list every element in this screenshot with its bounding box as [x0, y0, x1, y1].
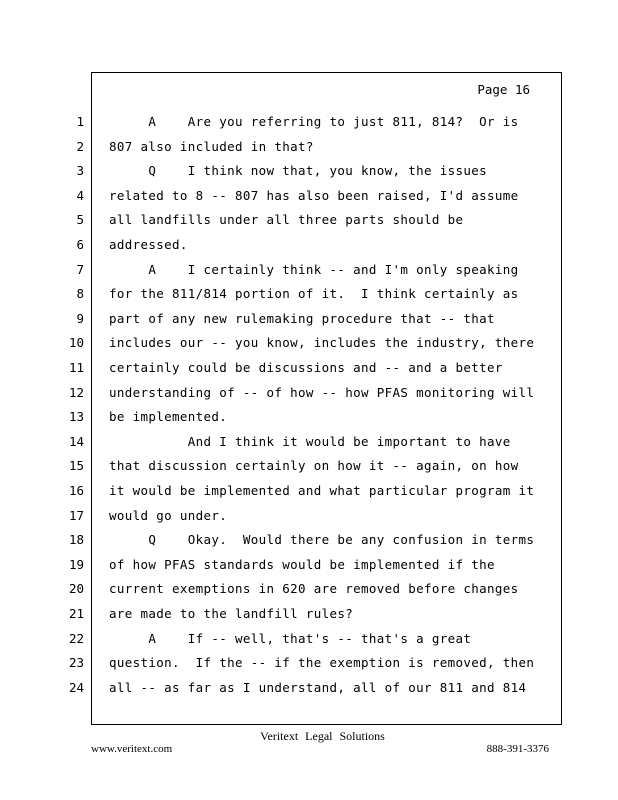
line-text: addressed.: [109, 237, 188, 252]
line-text: of how PFAS standards would be implemented if the: [109, 556, 495, 572]
line-number: 4: [76, 187, 84, 203]
line-number: 24: [68, 679, 84, 695]
line-text: be implemented.: [109, 409, 228, 425]
line-text: certainly could be discussions and -- and a better: [109, 360, 503, 375]
line-text: part of any new rulemaking procedure that -- that: [109, 310, 495, 326]
line-text: related to 8 -- 807 has also been raised, I'd assume: [109, 187, 519, 203]
line-text: all -- as far as I understand, all of our 811 and 814: [109, 679, 527, 695]
line-text: includes our -- you know, includes the industry, there: [109, 335, 535, 351]
line-number: 16: [68, 483, 84, 498]
line-number: 11: [68, 360, 84, 375]
line-number: 17: [68, 507, 84, 523]
line-text: A If -- well, that's -- that's a great: [109, 630, 472, 646]
line-text: current exemptions in 620 are removed before changes: [109, 581, 519, 597]
line-number: 6: [76, 237, 84, 252]
line-text: for the 811/814 portion of it. I think certainly as: [109, 286, 519, 302]
line-number: 23: [68, 655, 84, 671]
line-number: 19: [68, 556, 84, 572]
line-number: 15: [68, 458, 84, 474]
line-text: And I think it would be important to have: [109, 433, 511, 449]
line-number: 7: [76, 261, 84, 277]
line-text: Q Okay. Would there be any confusion in terms: [109, 532, 535, 548]
line-text: that discussion certainly on how it -- again, on how: [109, 458, 519, 474]
footer-phone: 888-391-3376: [486, 743, 549, 755]
line-number: 8: [76, 286, 84, 302]
line-text: understanding of -- of how -- how PFAS monitoring will: [109, 384, 535, 400]
line-number: 2: [76, 138, 84, 154]
line-number: 12: [68, 384, 84, 400]
line-text: A Are you referring to just 811, 814? Or is: [109, 114, 519, 129]
line-text: all landfills under all three parts should be: [109, 212, 464, 228]
line-number: 14: [68, 433, 84, 449]
line-text: it would be implemented and what particular program it: [109, 483, 535, 498]
line-text: question. If the -- if the exemption is removed, then: [109, 655, 535, 671]
line-number: 20: [68, 581, 84, 597]
line-number: 1: [76, 114, 84, 129]
line-number: 9: [76, 310, 84, 326]
line-number: 21: [68, 606, 84, 621]
footer-company: Veritext Legal Solutions: [260, 729, 385, 743]
page-number: Page 16: [477, 82, 530, 97]
line-text: Q I think now that, you know, the issues: [109, 163, 488, 179]
line-text: A I certainly think -- and I'm only speaking: [109, 261, 519, 277]
line-number: 13: [68, 409, 84, 425]
footer-website: www.veritext.com: [91, 743, 173, 755]
line-number: 18: [68, 532, 84, 548]
line-text: 807 also included in that?: [109, 138, 314, 154]
line-number: 3: [76, 163, 84, 179]
line-text: are made to the landfill rules?: [109, 606, 354, 621]
line-number: 5: [76, 212, 84, 228]
line-text: would go under.: [109, 507, 228, 523]
line-number: 10: [68, 335, 84, 351]
line-number: 22: [68, 630, 84, 646]
